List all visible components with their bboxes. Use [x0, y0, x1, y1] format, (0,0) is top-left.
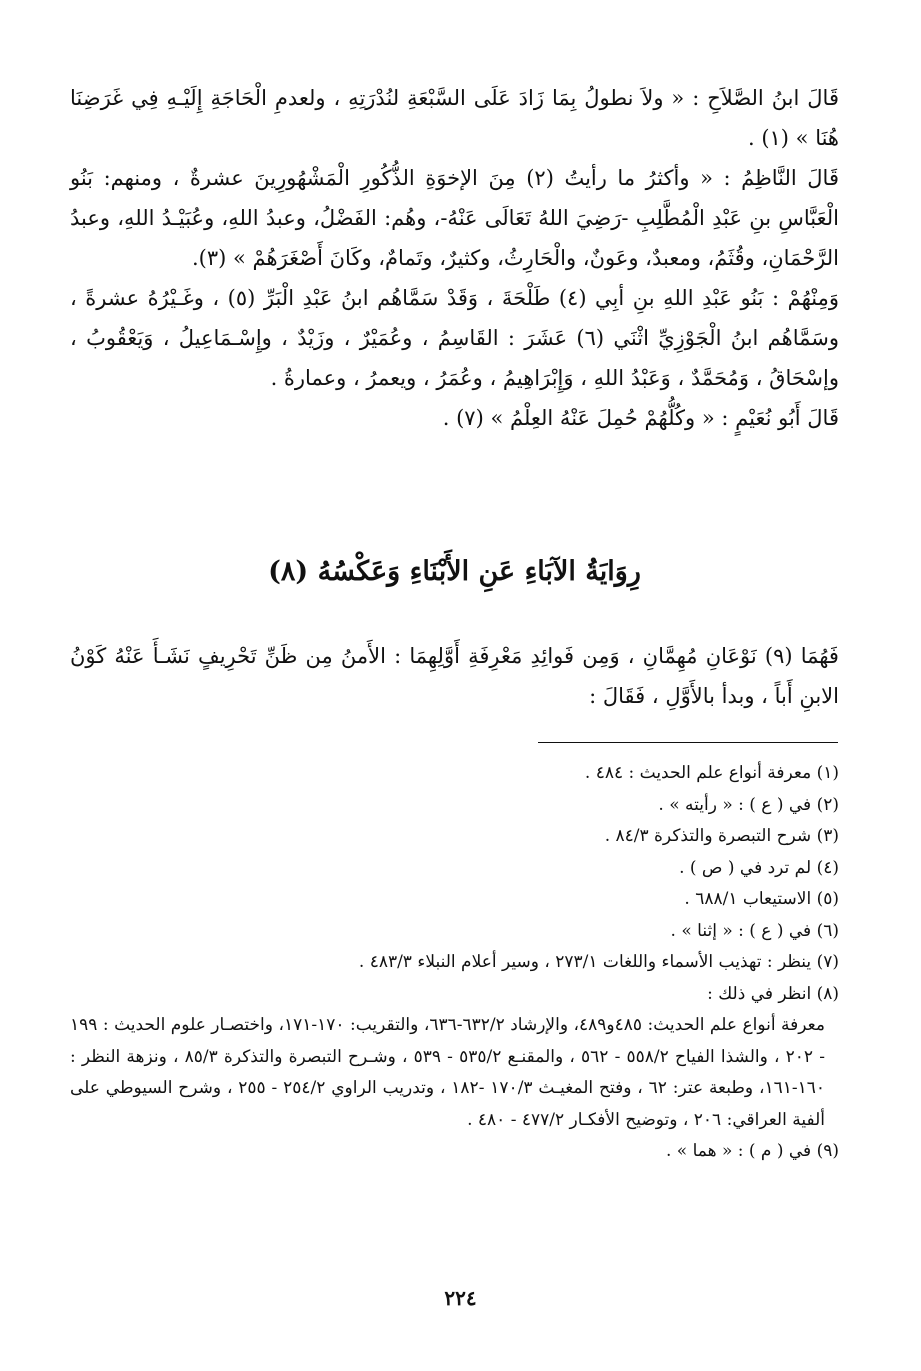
footnote-4: (٤) لم ترد في ( ص ) . — [679, 857, 839, 878]
paragraph-ibn-salah: قَالَ ابنُ الصَّلاَحِ : « ولاَ نطولُ بِمَا زَادَ عَلَى السَّبْعَةِ لنُدْرَتِهِ ، ولعدمِ الْحَاجَةِ إِلَيْـهِ فِي غَرَضِنَا هُنَا » (١) . — [70, 86, 839, 150]
footnote-7: (٧) ينظر : تهذيب الأسماء واللغات ٢٧٣/١ ، وسير أعلام النبلاء ٤٨٣/٣ . — [358, 952, 839, 972]
paragraph-abu-nuaym: قَالَ أَبُو نُعَيْمٍ : « وكُلُّهُمْ حُمِلَ عَنْهُ العِلْمُ » (٧) . — [442, 406, 839, 430]
footnote-5: (٥) الاستيعاب ٦٨٨/١ . — [684, 889, 839, 909]
page-number: ٢٢٤ — [444, 1286, 477, 1310]
paragraph-nazim: قَالَ النَّاظِمُ : « وأكثرُ ما رأيتُ (٢) مِنَ الإخوَةِ الذُّكُورِ الْمَشْهُورِينَ عشرةٌ ، ومنهم: بَنُو الْعَبَّاسِ بنِ عَبْدِ الْمُطَّلِبِ -رَضِيَ اللهُ تَعَالَى عَنْهُ-، وهُم: الفَضْلُ، وعبدُ اللهِ، وعُبَيْـدُ اللهِ، وعبدُ الرَّحْمَانِ، وقُثَمُ، ومعبدٌ، وعَونٌ، والْحَارِثُ، وكثيرٌ، وتَمامٌ، وكَانَ أَصْغَرَهُمْ » (٣). — [70, 166, 839, 270]
section-heading: رِوَايَةُ الآبَاءِ عَنِ الأَبْنَاءِ وَعَكْسُهُ (٨) — [268, 556, 641, 587]
main-text-after-heading — [70, 615, 839, 737]
footnote-8: (٨) انظر في ذلك : — [707, 983, 839, 1004]
footnote-9: (٩) في ( م ) : « هما » . — [665, 1141, 839, 1161]
footnote-1: (١) معرفة أنواع علم الحديث : ٤٨٤ . — [584, 763, 839, 783]
footnote-6: (٦) في ( ع ) : « إثنا » . — [670, 920, 839, 941]
footnote-8-references: معرفة أنواع علم الحديث: ٤٨٥و٤٨٩، والإرشاد ٦٣٢/٢-٦٣٦، والتقريب: ١٧٠-١٧١، واختصـار علوم الحديث : ١٩٩ - ٢٠٢ ، والشذا الفياح ٥٥٨/٢ - ٥٦٢ ، والمقنـع ٥٣٥/٢ - ٥٣٩ ، وشـرح التبصرة والتذكرة ٨٥/٣ ، ونزهة النظر : ١٦٠-١٦١، وطبعة عتر: ٦٢ ، وفتح المغيـث ١٧٠/٣ -١٨٢ ، وتدريب الراوي ٢٥٤/٢ - ٢٥٥ ، وشرح السيوطي على ألفية العراقي: ٢٠٦ ، وتوضيح الأفكـار ٤٧٧/٢ - ٤٨٠ . — [70, 1015, 826, 1130]
paragraph-abi-talha: وَمِنْهُمْ : بَنُو عَبْدِ اللهِ بنِ أبِي (٤) طَلْحَةَ ، وَقَدْ سَمَّاهُم ابنُ عَبْدِ الْبَرِّ (٥) ، وغَـيْرُهُ عشرةً ، وسَمَّاهُم ابنُ الْجَوْزِيِّ اثْنَي (٦) عَشَرَ : القَاسِمُ ، وعُمَيْرٌ ، وزَيْدٌ ، وإِسْـمَاعِيلُ ، وَيَعْقُوبُ ، وإسْحَاقُ ، وَمُحَمَّدٌ ، وَعَبْدُ اللهِ ، وَإِبْرَاهِيمُ ، وعُمَرُ ، ويعمرُ ، وعمارةُ . — [70, 286, 839, 390]
footnote-divider — [538, 742, 838, 743]
paragraph-two-types: فَهُمَا (٩) نَوْعَانِ مُهِمَّانِ ، وَمِن فَوائِدِ مَعْرِفَةِ أَوَّلِهِمَا : الأَمنُ مِن ظَنِّ تَحْرِيفٍ نَشَـأَ عَنْهُ كَوْنُ الابنِ أَباً ، وبدأ بالأَوَّلِ ، فَقَالَ : — [70, 644, 839, 708]
main-text — [70, 78, 839, 438]
footnotes — [70, 758, 839, 1168]
footnote-2: (٢) في ( ع ) : « رأيته » . — [658, 794, 839, 815]
footnote-3: (٣) شرح التبصرة والتذكرة ٨٤/٣ . — [604, 826, 839, 846]
